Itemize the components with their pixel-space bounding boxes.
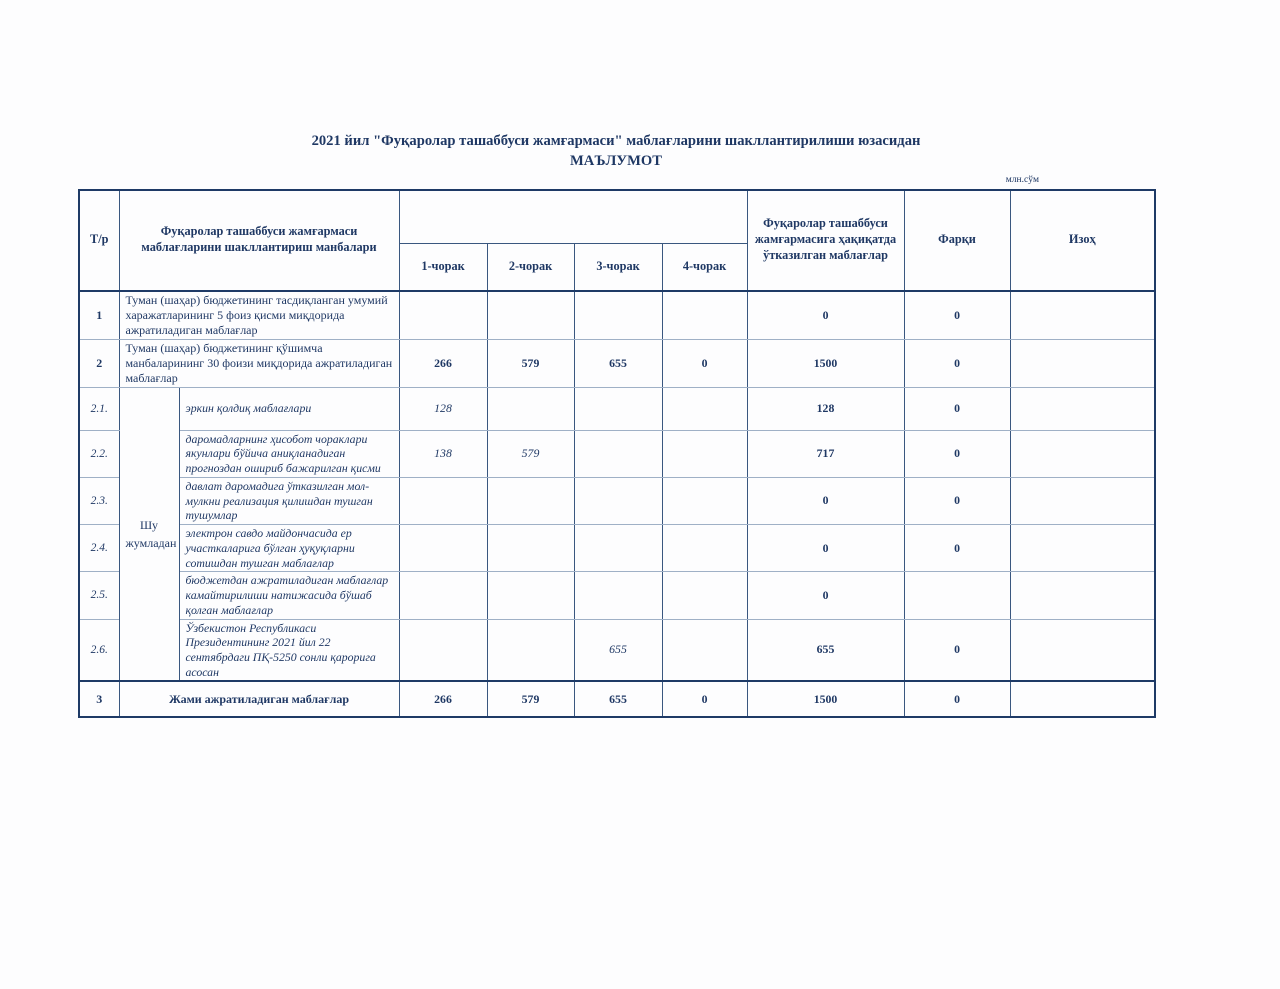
header-quarter-2: 2-чорак bbox=[487, 243, 574, 291]
table-row bbox=[79, 572, 1155, 619]
actual-value-cell: 1500 bbox=[747, 681, 904, 717]
diff-value-cell: 0 bbox=[904, 339, 1010, 387]
source-label-cell: давлат даромадига ўтказилган мол-мулкни реализация қилишдан тушган тушумлар bbox=[179, 477, 399, 524]
row-number-cell: 2.5. bbox=[79, 572, 119, 619]
header-row-top bbox=[79, 190, 1155, 244]
row-number-cell: 2.3. bbox=[79, 477, 119, 524]
row-number-cell: 1 bbox=[79, 291, 119, 340]
quarter-value-cell bbox=[487, 619, 574, 681]
quarter-value-cell bbox=[574, 477, 662, 524]
quarter-value-cell bbox=[662, 619, 747, 681]
actual-value-cell: 128 bbox=[747, 387, 904, 430]
quarter-value-cell: 0 bbox=[662, 339, 747, 387]
note-cell bbox=[1010, 291, 1155, 340]
quarter-value-cell bbox=[487, 291, 574, 340]
table-row bbox=[79, 387, 1155, 430]
note-cell bbox=[1010, 339, 1155, 387]
document-content bbox=[78, 132, 1154, 718]
table-row bbox=[79, 339, 1155, 387]
table-header bbox=[79, 190, 1155, 291]
quarter-value-cell: 579 bbox=[487, 681, 574, 717]
table-row bbox=[79, 525, 1155, 572]
source-label-cell: Жами ажратиладиган маблағлар bbox=[119, 681, 399, 717]
header-quarter-1: 1-чорак bbox=[399, 243, 487, 291]
note-cell bbox=[1010, 387, 1155, 430]
actual-value-cell: 1500 bbox=[747, 339, 904, 387]
header-quarters-group bbox=[399, 190, 747, 244]
quarter-value-cell bbox=[487, 525, 574, 572]
quarter-value-cell bbox=[487, 572, 574, 619]
quarter-value-cell bbox=[574, 291, 662, 340]
unit-label: млн.сўм bbox=[1005, 174, 1039, 185]
actual-value-cell: 0 bbox=[747, 291, 904, 340]
diff-value-cell: 0 bbox=[904, 477, 1010, 524]
quarter-value-cell bbox=[574, 430, 662, 477]
note-cell bbox=[1010, 525, 1155, 572]
quarter-value-cell bbox=[487, 387, 574, 430]
quarter-value-cell bbox=[399, 572, 487, 619]
header-actual: Фуқаролар ташаббуси жамғармасига ҳақиқатда ўтказилган маблағлар bbox=[747, 190, 904, 291]
quarter-value-cell: 266 bbox=[399, 339, 487, 387]
diff-value-cell: 0 bbox=[904, 291, 1010, 340]
quarter-value-cell bbox=[662, 477, 747, 524]
quarter-value-cell: 655 bbox=[574, 339, 662, 387]
source-label-cell: Ўзбекистон Республикаси Президентининг 2021 йил 22 сентябрдаги ПҚ-5250 сонли қарорига асосан bbox=[179, 619, 399, 681]
quarter-value-cell: 579 bbox=[487, 430, 574, 477]
title-line-1: 2021 йил "Фуқаролар ташаббуси жамғармаси" маблағларини шакллантирилиши юзасидан bbox=[311, 133, 921, 149]
quarter-value-cell bbox=[662, 525, 747, 572]
quarter-value-cell: 128 bbox=[399, 387, 487, 430]
quarter-value-cell bbox=[574, 387, 662, 430]
source-label-cell: Туман (шаҳар) бюджетининг тасдиқланган умумий харажатларининг 5 фоиз қисми миқдорида ажратиладиган маблағлар bbox=[119, 291, 399, 340]
actual-value-cell: 0 bbox=[747, 477, 904, 524]
actual-value-cell: 0 bbox=[747, 525, 904, 572]
actual-value-cell: 717 bbox=[747, 430, 904, 477]
quarter-value-cell bbox=[662, 291, 747, 340]
source-label-cell: электрон савдо майдончасида ер участкаларига бўлган ҳуқуқларни сотишдан тушган маблағлар bbox=[179, 525, 399, 572]
note-cell bbox=[1010, 430, 1155, 477]
report-table bbox=[78, 189, 1156, 719]
table-row bbox=[79, 430, 1155, 477]
diff-value-cell: 0 bbox=[904, 525, 1010, 572]
actual-value-cell: 0 bbox=[747, 572, 904, 619]
quarter-value-cell bbox=[662, 387, 747, 430]
table-row bbox=[79, 291, 1155, 340]
table-row bbox=[79, 681, 1155, 717]
header-source: Фуқаролар ташаббуси жамғармаси маблағларини шакллантириш манбалари bbox=[119, 190, 399, 291]
source-label-cell: Туман (шаҳар) бюджетининг қўшимча манбаларининг 30 фоизи миқдорида ажратиладиган маблағлар bbox=[119, 339, 399, 387]
group-label-cell: Шу жумладан bbox=[119, 387, 179, 681]
quarter-value-cell bbox=[487, 477, 574, 524]
title-line-2: МАЪЛУМОТ bbox=[570, 152, 662, 169]
note-cell bbox=[1010, 619, 1155, 681]
source-label-cell: эркин қолдиқ маблағлари bbox=[179, 387, 399, 430]
table-body bbox=[79, 291, 1155, 718]
diff-value-cell: 0 bbox=[904, 387, 1010, 430]
header-note: Изоҳ bbox=[1010, 190, 1155, 291]
note-cell bbox=[1010, 681, 1155, 717]
quarter-value-cell: 138 bbox=[399, 430, 487, 477]
note-cell bbox=[1010, 477, 1155, 524]
actual-value-cell: 655 bbox=[747, 619, 904, 681]
row-number-cell: 2.6. bbox=[79, 619, 119, 681]
header-num: Т/р bbox=[79, 190, 119, 291]
quarter-value-cell bbox=[574, 525, 662, 572]
table-row bbox=[79, 619, 1155, 681]
diff-value-cell bbox=[904, 572, 1010, 619]
quarter-value-cell: 655 bbox=[574, 681, 662, 717]
row-number-cell: 2 bbox=[79, 339, 119, 387]
table-row bbox=[79, 477, 1155, 524]
quarter-value-cell bbox=[399, 291, 487, 340]
source-label-cell: бюджетдан ажратиладиган маблағлар камайтирилиши натижасида бўшаб қолган маблағлар bbox=[179, 572, 399, 619]
header-quarter-3: 3-чорак bbox=[574, 243, 662, 291]
row-number-cell: 2.4. bbox=[79, 525, 119, 572]
note-cell bbox=[1010, 572, 1155, 619]
quarter-value-cell bbox=[662, 572, 747, 619]
diff-value-cell: 0 bbox=[904, 619, 1010, 681]
quarter-value-cell bbox=[574, 572, 662, 619]
header-diff: Фарқи bbox=[904, 190, 1010, 291]
quarter-value-cell: 0 bbox=[662, 681, 747, 717]
document-title bbox=[78, 132, 1154, 172]
quarter-value-cell: 655 bbox=[574, 619, 662, 681]
quarter-value-cell bbox=[399, 525, 487, 572]
quarter-value-cell bbox=[399, 619, 487, 681]
quarter-value-cell bbox=[662, 430, 747, 477]
source-label-cell: даромадларнинг ҳисобот чораклари якунлари бўйича аниқланадиган прогноздан ошириб бажарилган қисми bbox=[179, 430, 399, 477]
header-quarter-4: 4-чорак bbox=[662, 243, 747, 291]
quarter-value-cell: 579 bbox=[487, 339, 574, 387]
row-number-cell: 2.2. bbox=[79, 430, 119, 477]
row-number-cell: 2.1. bbox=[79, 387, 119, 430]
quarter-value-cell: 266 bbox=[399, 681, 487, 717]
row-number-cell: 3 bbox=[79, 681, 119, 717]
quarter-value-cell bbox=[399, 477, 487, 524]
diff-value-cell: 0 bbox=[904, 681, 1010, 717]
diff-value-cell: 0 bbox=[904, 430, 1010, 477]
